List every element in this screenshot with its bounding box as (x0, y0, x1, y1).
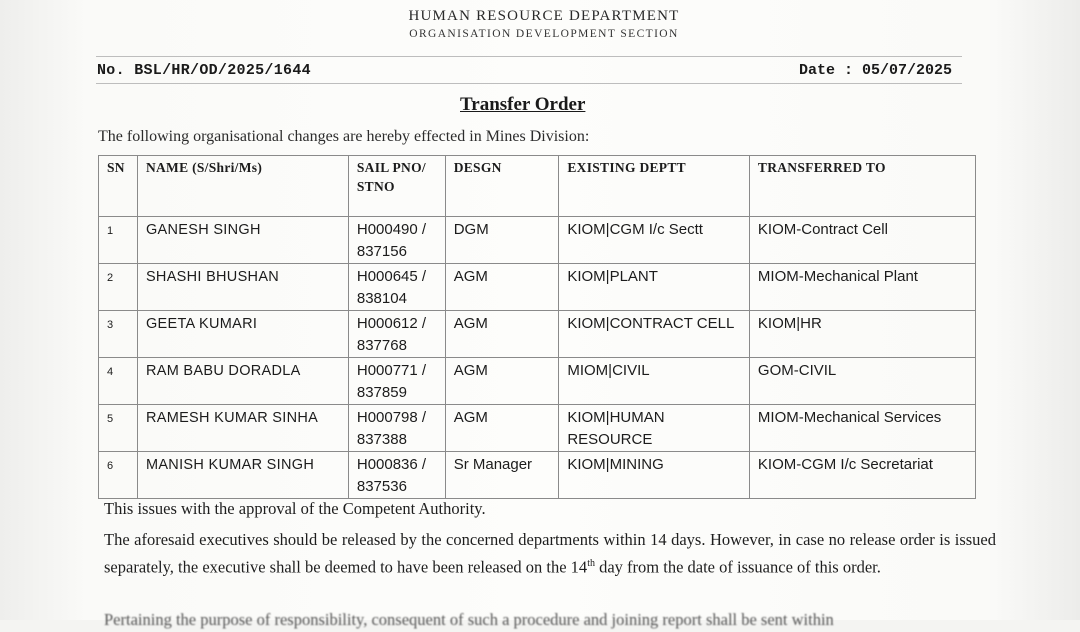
cell-pno: H000490 / 837156 (348, 217, 445, 264)
table-row (99, 452, 976, 499)
cell-designation: Sr Manager (445, 452, 559, 499)
cell-existing-dept: MIOM|CIVIL (559, 358, 750, 405)
column-header-pno: SAIL PNO/ STNO (348, 156, 445, 217)
column-header-name: NAME (S/Shri/Ms) (137, 156, 348, 217)
cut-off-paragraph: Pertaining the purpose of responsibility, consequent of such a procedure and joining report shall be sent within (104, 610, 834, 629)
cell-sn: 3 (99, 311, 138, 358)
cell-transferred-to: MIOM-Mechanical Plant (749, 264, 975, 311)
department-heading: HUMAN RESOURCE DEPARTMENT (408, 8, 680, 24)
cell-pno: H000798 / 837388 (348, 405, 445, 452)
cell-name: GEETA KUMARI (137, 311, 348, 358)
cell-designation: AGM (445, 405, 559, 452)
cell-designation: AGM (445, 358, 559, 405)
table-row (99, 358, 976, 405)
cell-transferred-to: KIOM-CGM I/c Secretariat (749, 452, 975, 499)
top-rule (96, 56, 962, 57)
release-text-part2: day from the date of issuance of this order. (594, 557, 881, 577)
cell-sn: 4 (99, 358, 138, 405)
table-row (99, 217, 976, 264)
column-header-transferred-to: TRANSFERRED TO (749, 156, 975, 217)
cell-pno: H000771 / 837859 (348, 358, 445, 405)
table-row (99, 264, 976, 311)
cell-sn: 5 (99, 405, 138, 452)
cell-name: SHASHI BHUSHAN (137, 264, 348, 311)
cell-transferred-to: KIOM-Contract Cell (749, 217, 975, 264)
cell-pno: H000612 / 837768 (348, 311, 445, 358)
approval-paragraph: This issues with the approval of the Competent Authority. (104, 499, 486, 518)
cell-existing-dept: KIOM|CGM I/c Sectt (559, 217, 750, 264)
ref-rule (96, 83, 962, 84)
table-row (99, 405, 976, 452)
table-row (99, 311, 976, 358)
cell-existing-dept: KIOM|MINING (559, 452, 750, 499)
cell-sn: 1 (99, 217, 138, 264)
cell-pno: H000836 / 837536 (348, 452, 445, 499)
reference-number: No. BSL/HR/OD/2025/1644 (97, 62, 311, 79)
order-date: Date : 05/07/2025 (798, 62, 952, 79)
cell-existing-dept: KIOM|PLANT (559, 264, 750, 311)
cell-designation: DGM (445, 217, 559, 264)
cell-pno: H000645 / 838104 (348, 264, 445, 311)
intro-text: The following organisational changes are hereby effected in Mines Division: (98, 128, 590, 145)
document-title: Transfer Order (460, 94, 586, 115)
transfer-table (98, 155, 976, 499)
cell-transferred-to: KIOM|HR (749, 311, 975, 358)
release-paragraph (104, 528, 996, 580)
cell-name: MANISH KUMAR SINGH (137, 452, 348, 499)
table-header-row (99, 156, 976, 217)
column-header-designation: DESGN (445, 156, 559, 217)
cell-existing-dept: KIOM|HUMAN RESOURCE (559, 405, 750, 452)
cell-existing-dept: KIOM|CONTRACT CELL (559, 311, 750, 358)
section-heading: ORGANISATION DEVELOPMENT SECTION (409, 28, 679, 40)
cell-transferred-to: GOM-CIVIL (749, 358, 975, 405)
cell-sn: 2 (99, 264, 138, 311)
cell-name: RAM BABU DORADLA (137, 358, 348, 405)
column-header-existing-dept: EXISTING DEPTT (559, 156, 750, 217)
cell-sn: 6 (99, 452, 138, 499)
cell-name: RAMESH KUMAR SINHA (137, 405, 348, 452)
column-header-sn: SN (99, 156, 138, 217)
release-text-superscript: th (587, 558, 595, 569)
cell-designation: AGM (445, 311, 559, 358)
cell-name: GANESH SINGH (137, 217, 348, 264)
cell-transferred-to: MIOM-Mechanical Services (749, 405, 975, 452)
cell-designation: AGM (445, 264, 559, 311)
release-text-part1: The aforesaid executives should be released by the concerned departments within 14 days. However, in case no release order is issued separately, the executive shall be deemed to have been released on the 14 (104, 530, 996, 577)
